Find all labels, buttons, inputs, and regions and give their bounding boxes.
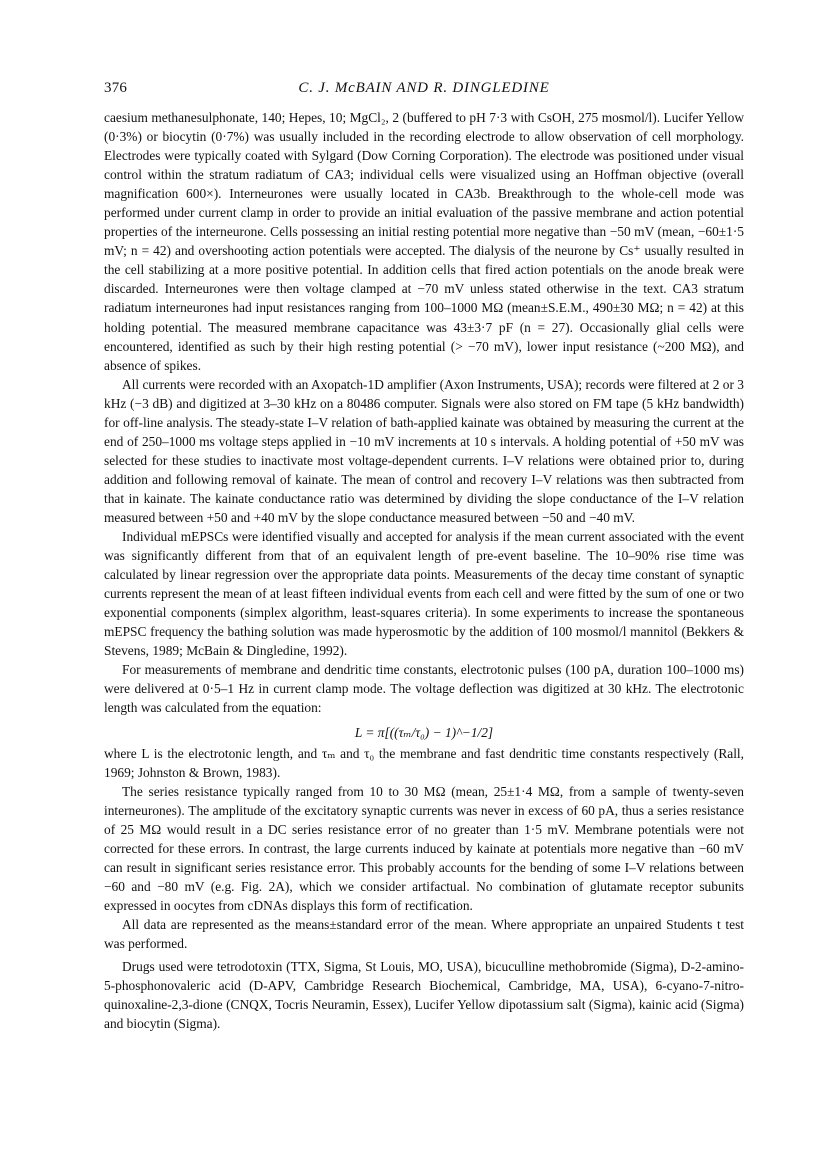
methods-paragraph-statistics: All data are represented as the means±standard error of the mean. Where appropriate an unpaired Students t test was performed. — [104, 916, 744, 952]
methods-paragraph-drugs: Drugs used were tetrodotoxin (TTX, Sigma, St Louis, MO, USA), bicuculline methobromide (Sigma), D-2-amino-5-phosphonovaleric acid (D-APV, Cambridge Research Biochemical, Cambridge, MA, USA), 6-cyano-7-nitro-quinoxaline-2,3-dione (CNQX, Tocris Neuramin, Essex), Lucifer Yellow dipotassium salt (Sigma), kainic acid (Sigma) and biocytin (Sigma). — [104, 959, 744, 1032]
methods-paragraph-recording-solution: caesium methanesulphonate, 140; Hepes, 10; MgCl₂, 2 (buffered to pH 7·3 with CsOH, 275 mosmol/l). Lucifer Yellow (0·3%) or biocytin (0·7%) was usually included in the recording electrode to allow observation of cell morphology. Electrodes were typically coated with Sylgard (Dow Corning Corporation). The electrode was positioned under visual control within the stratum radiatum of CA3; individual cells were visualized using an Hoffman objective (overall magnification 600×). Interneurones were usually located in CA3b. Breakthrough to the whole-cell mode was performed under current clamp in order to provide an initial evaluation of the passive membrane and action potential properties of the interneurone. Cells possessing an initial resting potential more negative than −50 mV (mean, −60±1·5 mV; n = 42) and overshooting action potentials were accepted. The dialysis of the neurone by Cs⁺ usually resulted in the cell stabilizing at a more positive potential. In addition cells that fired action potentials on the anode break were discarded. Interneurones were then voltage clamped at −70 mV unless stated otherwise in the text. CA3 stratum radiatum interneurones had input resistances ranging from 100–1000 MΩ (mean±S.E.M., 490±30 MΩ; n = 42) at this holding potential. The measured membrane capacitance was 43±3·7 pF (n = 27). Occasionally glial cells were encountered, identified as such by their high resting potential (> −70 mV), lower input resistance (~200 MΩ), and absence of spikes. — [104, 110, 744, 373]
article-body — [104, 108, 744, 1033]
page-number: 376 — [104, 80, 128, 96]
methods-paragraph-equation-definition: where L is the electrotonic length, and τₘ and τ₀ the membrane and fast dendritic time constants respectively (Rall, 1969; Johnston & Brown, 1983). — [104, 745, 744, 780]
methods-paragraph-time-constants: For measurements of membrane and dendritic time constants, electrotonic pulses (100 pA, duration 100–1000 ms) were delivered at 0·5–1 Hz in current clamp mode. The voltage deflection was digitized at 30 kHz. The electrotonic length was calculated from the equation: — [104, 662, 744, 716]
methods-paragraph-series-resistance: The series resistance typically ranged from 10 to 30 MΩ (mean, 25±1·4 MΩ, from a sample of twenty-seven interneurones). The amplitude of the excitatory synaptic currents was never in excess of 60 pA, thus a series resistance of 25 MΩ would result in a DC series resistance error of no greater than 1·5 mV. Membrane potentials were not corrected for these errors. In contrast, the large currents induced by kainate at potentials more negative than −60 mV can result in significant series resistance error. This probably accounts for the bending of some I–V relations between −60 and −80 mV (e.g. Fig. 2A), which we consider artifactual. No combination of glutamate receptor subunits expressed in oocytes from cDNAs displays this form of rectification. — [104, 783, 744, 913]
running-title: C. J. McBAIN AND R. DINGLEDINE — [298, 80, 550, 96]
methods-paragraph-current-recording: All currents were recorded with an Axopatch-1D amplifier (Axon Instruments, USA); records were filtered at 2 or 3 kHz (−3 dB) and digitized at 3–30 kHz on a 80486 computer. Signals were also stored on FM tape (5 kHz bandwidth) for off-line analysis. The steady-state I–V relation of bath-applied kainate was obtained by measuring the current at the end of 250–1000 ms voltage steps applied in −10 mV increments at 10 s intervals. A holding potential of +50 mV was selected for these studies to inactivate most voltage-dependent currents. I–V relations were obtained prior to, during addition and following removal of kainate. The mean of control and recovery I–V relations was then subtracted from that in kainate. The kainate conductance ratio was determined by dividing the slope conductance of the I–V relation measured between +50 and +40 mV by the slope conductance measured between −50 and −40 mV. — [104, 376, 744, 525]
page-header — [104, 80, 744, 104]
methods-paragraph-mepsc-analysis: Individual mEPSCs were identified visually and accepted for analysis if the mean current associated with the event was significantly different from that of an equivalent length of pre-event baseline. The 10–90% rise time was calculated by linear regression over the appropriate data points. Measurements of the decay time constant of synaptic currents represent the mean of at least fifteen individual events from each cell and were fitted by the sum of one or two exponential components (simplex algorithm, least-squares criteria). In some experiments to increase the spontaneous mEPSC frequency the bathing solution was made hyperosmotic by the addition of 100 mosmol/l mannitol (Bekkers & Stevens, 1989; McBain & Dingledine, 1992). — [104, 529, 744, 659]
electrotonic-length-equation: L = π[((τₘ/τ₀) − 1)^−1/2] — [354, 724, 494, 740]
